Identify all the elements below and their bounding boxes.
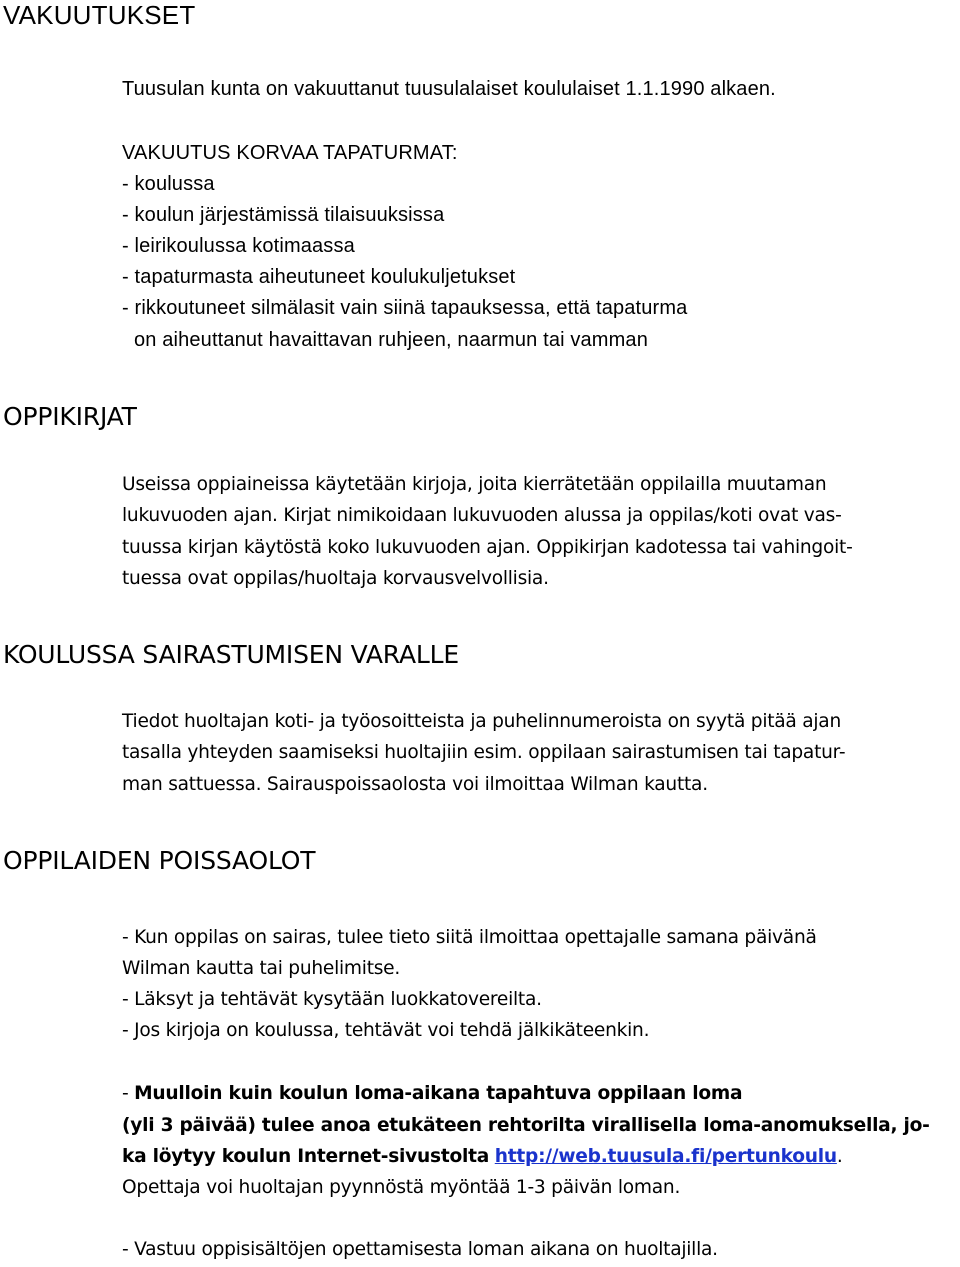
loma-line: [122, 1113, 930, 1139]
heading-poissaolot: OPPILAIDEN POISSAOLOT: [3, 846, 316, 875]
oppikirjat-line: Useissa oppiaineissa käytetään kirjoja, joita kierrätetään oppilailla muutaman: [122, 474, 827, 495]
loma-line: [122, 1081, 742, 1107]
oppikirjat-line: tuessa ovat oppilas/huoltaja korvausvelvollisia.: [122, 568, 549, 589]
heading-vakuutukset: VAKUUTUKSET: [3, 0, 196, 30]
list-item-continuation: on aiheuttanut havaittavan ruhjeen, naarmun tai vamman: [134, 329, 648, 351]
vakuutus-cover-title: VAKUUTUS KORVAA TAPATURMAT:: [122, 142, 458, 164]
oppikirjat-line: lukuvuoden ajan. Kirjat nimikoidaan lukuvuoden alussa ja oppilas/koti ovat vas-: [122, 505, 842, 526]
vastuu-line: - Vastuu oppisisältöjen opettamisesta loman aikana on huoltajilla.: [122, 1239, 718, 1260]
loma-line: [122, 1144, 843, 1170]
list-item: - rikkoutuneet silmälasit vain siinä tapauksessa, että tapaturma: [122, 297, 688, 319]
loma-period: .: [836, 1146, 843, 1167]
loma-bold-text: ka löytyy koulun Internet-sivustolta: [122, 1146, 490, 1167]
heading-oppikirjat: OPPIKIRJAT: [3, 402, 137, 431]
school-website-link[interactable]: [495, 1146, 837, 1167]
loma-line: Opettaja voi huoltajan pyynnöstä myöntää 1-3 päivän loman.: [122, 1177, 681, 1198]
heading-sairastuminen: KOULUSSA SAIRASTUMISEN VARALLE: [3, 640, 459, 669]
poissaolot-line: Wilman kautta tai puhelimitse.: [122, 958, 401, 979]
vakuutukset-intro: Tuusulan kunta on vakuuttanut tuusulalaiset koululaiset 1.1.1990 alkaen.: [122, 78, 776, 100]
list-item: - koulussa: [122, 173, 215, 195]
poissaolot-line: - Kun oppilas on sairas, tulee tieto siitä ilmoittaa opettajalle samana päivänä: [122, 927, 817, 948]
poissaolot-line: - Läksyt ja tehtävät kysytään luokkatovereilta.: [122, 989, 542, 1010]
sairastuminen-line: tasalla yhteyden saamiseksi huoltajiin esim. oppilaan sairastumisen tai tapatur-: [122, 742, 846, 763]
oppikirjat-line: tuussa kirjan käytöstä koko lukuvuoden ajan. Oppikirjan kadotessa tai vahingoit-: [122, 537, 853, 558]
list-item: - tapaturmasta aiheutuneet koulukuljetukset: [122, 266, 516, 288]
poissaolot-line: - Jos kirjoja on koulussa, tehtävät voi tehdä jälkikäteenkin.: [122, 1020, 650, 1041]
list-item: - leirikoulussa kotimaassa: [122, 235, 355, 257]
school-website-link-text[interactable]: http://web.tuusula.fi/pertunkoulu: [494, 1146, 837, 1167]
loma-bold-text: (yli 3 päivää) tulee anoa etukäteen rehtorilta virallisella loma-anomuksella, jo-: [122, 1115, 930, 1136]
sairastuminen-line: Tiedot huoltajan koti- ja työosoitteista ja puhelinnumeroista on syytä pitää ajan: [122, 711, 841, 732]
loma-bold-text: Muulloin kuin koulun loma-aikana tapahtuva oppilaan loma: [134, 1083, 743, 1104]
loma-dash: -: [122, 1083, 135, 1104]
sairastuminen-line: man sattuessa. Sairauspoissaolosta voi ilmoittaa Wilman kautta.: [122, 774, 708, 795]
list-item: - koulun järjestämissä tilaisuuksissa: [122, 204, 445, 226]
